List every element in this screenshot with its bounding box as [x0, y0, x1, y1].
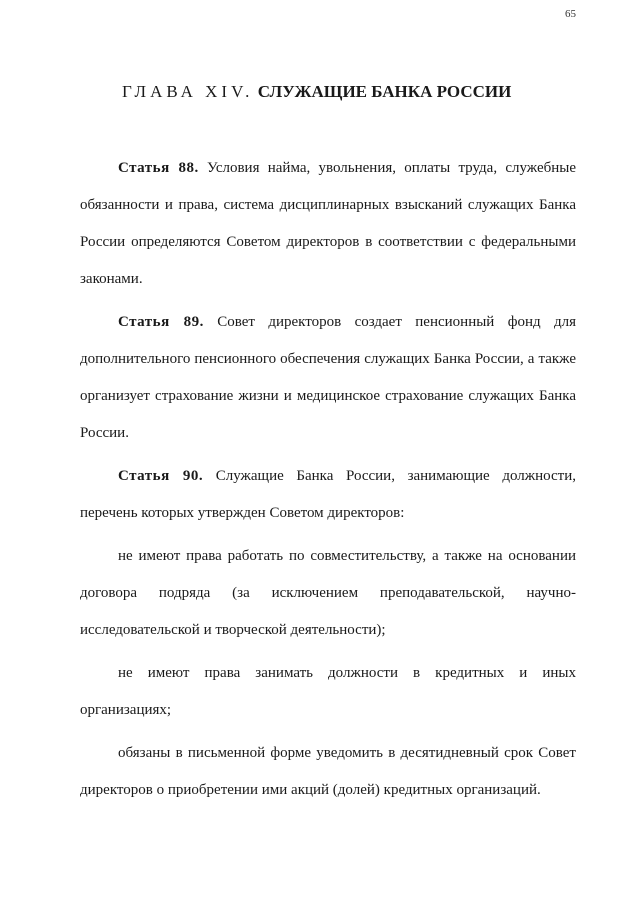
clause-item: не имеют права работать по совместительству, а также на основании договора подряда (за исключением преподавательской, научно-исследовательской и творческой деятельности);	[80, 548, 576, 638]
article-text: Условия найма, увольнения, оплаты труда, служебные обязанности и права, система дисциплинарных взысканий служащих Банка России определяются Советом директоров в соответствии с федеральными законами.	[80, 160, 576, 287]
chapter-heading	[122, 82, 511, 102]
chapter-title: СЛУЖАЩИЕ БАНКА РОССИИ	[257, 82, 512, 101]
document-body	[80, 150, 576, 815]
article-89	[80, 304, 576, 452]
article-text: Служащие Банка России, занимающие должности, перечень которых утвержден Советом директоров:	[80, 468, 576, 521]
clause-item: обязаны в письменной форме уведомить в десятидневный срок Совет директоров о приобретении ими акций (долей) кредитных организаций.	[80, 745, 576, 798]
page-number: 65	[565, 8, 576, 20]
article-label: Статья 88.	[118, 160, 199, 176]
article-text: Совет директоров создает пенсионный фонд для дополнительного пенсионного обеспечения служащих Банка России, а также организует страхование жизни и медицинское страхование служащих Банка России.	[80, 314, 577, 441]
article-label: Статья 90.	[118, 468, 204, 484]
article-90	[80, 458, 576, 532]
article-label: Статья 89.	[118, 314, 204, 330]
clause-item: не имеют права занимать должности в кредитных и иных организациях;	[80, 665, 576, 718]
article-88	[80, 150, 576, 298]
chapter-label: ГЛАВА XIV.	[122, 82, 254, 101]
